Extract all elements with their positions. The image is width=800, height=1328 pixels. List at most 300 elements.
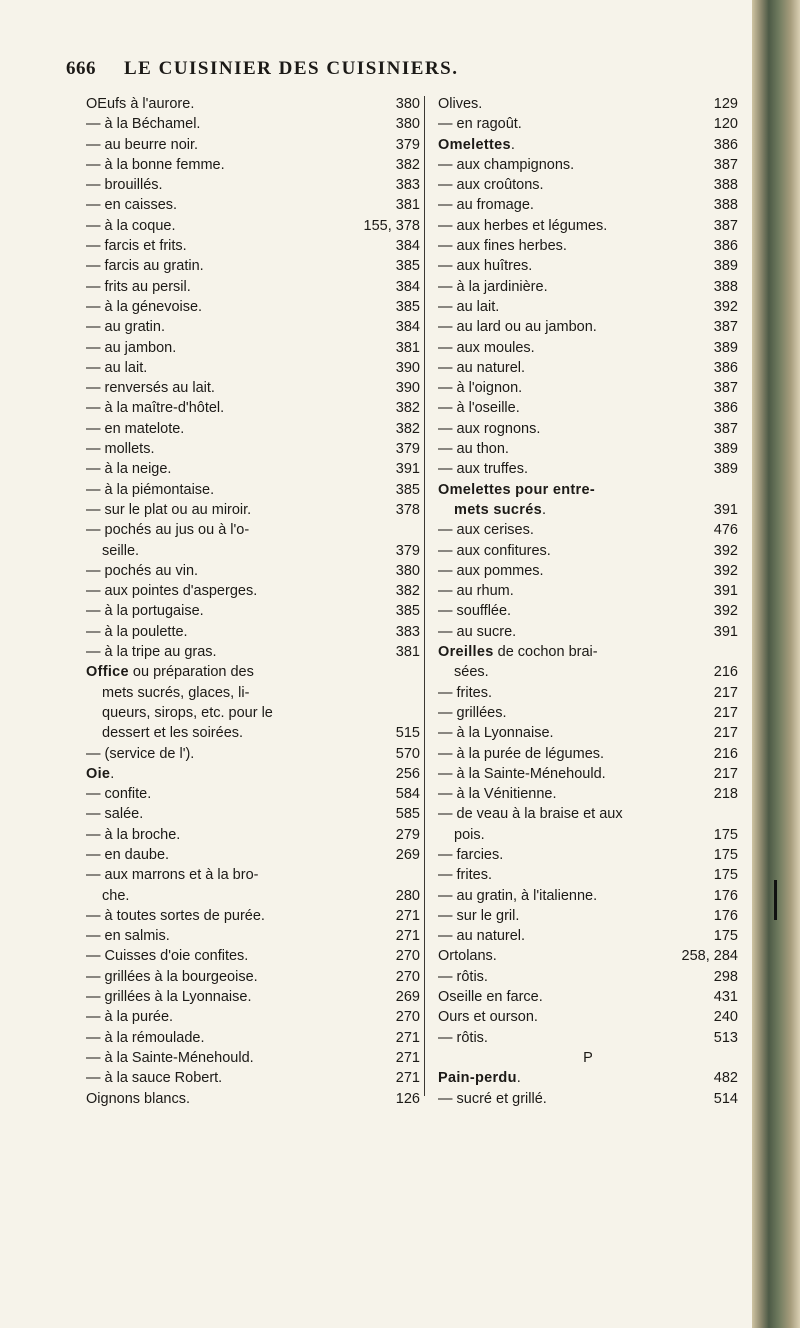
entry-text: — en daube.: [86, 846, 170, 863]
entry-page-number: 280: [395, 887, 420, 904]
entry-page-number: 175: [713, 928, 738, 945]
index-entry: [438, 480, 738, 500]
entry-heading: Pain-perdu: [438, 1070, 517, 1087]
entry-text: — sur le gril.: [438, 907, 520, 924]
index-entry: [438, 459, 738, 479]
index-entry: [86, 926, 420, 946]
index-entry: [438, 277, 738, 297]
entry-text: — au naturel.: [438, 359, 526, 376]
index-entry: [438, 622, 738, 642]
entry-page-number: 390: [395, 359, 420, 376]
index-entry: [86, 439, 420, 459]
entry-heading: mets sucrés: [454, 501, 542, 518]
entry-page-number: 380: [395, 562, 420, 579]
page-header: [66, 58, 626, 84]
entry-page-number: 513: [713, 1029, 738, 1046]
index-entry: [438, 520, 738, 540]
entry-text: — en salmis.: [86, 928, 170, 945]
index-entry: [438, 114, 738, 134]
index-entry: [438, 175, 738, 195]
index-column-right: [438, 94, 738, 1109]
entry-text: — salée.: [86, 806, 144, 823]
entry-text: — aux pointes d'asperges.: [86, 583, 258, 600]
entry-page-number: 216: [713, 664, 738, 681]
entry-page-number: 217: [713, 765, 738, 782]
entry-page-number: 256: [395, 765, 420, 782]
index-entry: [86, 459, 420, 479]
entry-page-number: 271: [395, 928, 420, 945]
entry-rest: .: [110, 765, 115, 782]
entry-text: Oignons blancs.: [86, 1090, 190, 1107]
entry-text: — au gratin, à l'italienne.: [438, 887, 598, 904]
index-entry: [86, 744, 420, 764]
entry-text: — au fromage.: [438, 197, 534, 214]
column-divider: [424, 96, 425, 1096]
entry-text: [438, 500, 738, 520]
entry-page-number: 384: [395, 319, 420, 336]
index-entry: [86, 398, 420, 418]
entry-text: — aux moules.: [438, 339, 535, 356]
entry-text: — au rhum.: [438, 583, 514, 600]
entry-text: — à la piémontaise.: [86, 481, 215, 498]
entry-page-number: 385: [395, 258, 420, 275]
index-entry: [438, 967, 738, 987]
entry-page-number: 385: [395, 603, 420, 620]
entry-page-number: 387: [713, 319, 738, 336]
index-entry: [438, 784, 738, 804]
entry-page-number: 383: [395, 177, 420, 194]
entry-rest: .: [510, 136, 515, 153]
index-entry: [86, 906, 420, 926]
entry-text: — sur le plat ou au miroir.: [86, 501, 252, 518]
index-entry: [438, 581, 738, 601]
index-entry: [86, 703, 420, 723]
running-title: LE CUISINIER DES CUISINIERS.: [124, 58, 459, 79]
entry-text: — aux confitures.: [438, 542, 551, 559]
index-entry: [438, 845, 738, 865]
entry-text: — à l'oignon.: [438, 380, 523, 397]
index-entry: [438, 601, 738, 621]
entry-text: — pochés au vin.: [86, 562, 199, 579]
entry-page-number: 386: [713, 238, 738, 255]
entry-text: — au lard ou au jambon.: [438, 319, 597, 336]
index-entry: [438, 662, 738, 682]
index-entry: [86, 195, 420, 215]
page-edge-shadow: [752, 0, 800, 1328]
entry-page-number: 120: [713, 116, 738, 133]
entry-page-number: 385: [395, 481, 420, 498]
index-entry: [438, 500, 738, 520]
entry-text: — au gratin.: [86, 319, 165, 336]
entry-text: — au sucre.: [438, 623, 517, 640]
entry-page-number: 381: [395, 644, 420, 661]
entry-page-number: 270: [395, 948, 420, 965]
index-entry: [86, 1028, 420, 1048]
index-entry: [86, 378, 420, 398]
index-entry: [86, 297, 420, 317]
entry-page-number: 271: [395, 1029, 420, 1046]
index-entry: [438, 419, 738, 439]
entry-heading: Oreilles: [438, 644, 494, 661]
index-entry: [86, 601, 420, 621]
entry-text: — à la purée de légumes.: [438, 745, 605, 762]
entry-text: dessert et les soirées.: [102, 725, 244, 742]
index-entry: [86, 216, 420, 236]
index-entry: [86, 886, 420, 906]
entry-text: — à la coque.: [86, 217, 176, 234]
entry-text: — renversés au lait.: [86, 380, 215, 397]
entry-text: — en ragoût.: [438, 116, 522, 133]
entry-text: — aux huîtres.: [438, 258, 533, 275]
entry-page-number: 217: [713, 704, 738, 721]
entry-text: — à la purée.: [86, 1009, 174, 1026]
entry-text: — à la tripe au gras.: [86, 644, 217, 661]
index-entry: [438, 1089, 738, 1109]
index-entry: [438, 946, 738, 966]
entry-text: P: [583, 1049, 593, 1066]
index-entry: [438, 1028, 738, 1048]
entry-page-number: 176: [713, 887, 738, 904]
entry-page-number: 390: [395, 380, 420, 397]
entry-text: OEufs à l'aurore.: [86, 96, 195, 112]
entry-text: — en matelote.: [86, 420, 185, 437]
entry-page-number: 155, 378: [363, 217, 420, 234]
index-entry: [438, 195, 738, 215]
entry-page-number: 175: [713, 846, 738, 863]
entry-page-number: 379: [395, 441, 420, 458]
index-entry: [86, 1068, 420, 1088]
entry-page-number: 570: [395, 745, 420, 762]
entry-page-number: 389: [713, 258, 738, 275]
entry-text: [86, 662, 420, 682]
entry-page-number: 387: [713, 217, 738, 234]
entry-text: — à l'oseille.: [438, 400, 520, 417]
index-entry: [438, 94, 738, 114]
entry-text: Oseille en farce.: [438, 989, 543, 1006]
entry-text: — à la Lyonnaise.: [438, 725, 554, 742]
index-entry: [86, 987, 420, 1007]
entry-text: che.: [102, 887, 130, 904]
entry-text: sées.: [454, 664, 489, 681]
index-entry: [86, 804, 420, 824]
entry-text: — grillées à la bourgeoise.: [86, 968, 258, 985]
index-entry: [86, 175, 420, 195]
entry-page-number: 389: [713, 461, 738, 478]
entry-text: — au naturel.: [438, 928, 526, 945]
entry-text: — à la Sainte-Ménehould.: [86, 1049, 254, 1066]
entry-page-number: 175: [713, 867, 738, 884]
entry-text: — à la maître-d'hôtel.: [86, 400, 225, 417]
entry-page-number: 271: [395, 1070, 420, 1087]
entry-page-number: 217: [713, 725, 738, 742]
entry-text: — de veau à la braise et aux: [438, 806, 623, 823]
index-entry: [438, 683, 738, 703]
entry-heading: Omelettes: [438, 136, 511, 153]
entry-page-number: 392: [713, 562, 738, 579]
index-entry: [438, 135, 738, 155]
entry-heading: Oie: [86, 765, 111, 782]
entry-text: — à la Vénitienne.: [438, 786, 557, 803]
index-entry: [438, 987, 738, 1007]
entry-page-number: 515: [395, 725, 420, 742]
entry-page-number: 270: [395, 1009, 420, 1026]
index-entry: [438, 926, 738, 946]
entry-page-number: 382: [395, 400, 420, 417]
entry-rest: .: [516, 1070, 521, 1087]
index-entry: [86, 155, 420, 175]
entry-text: — à la sauce Robert.: [86, 1070, 223, 1087]
entry-page-number: 392: [713, 298, 738, 315]
index-entry: [438, 1048, 738, 1068]
entry-text: seille.: [102, 542, 140, 559]
entry-text: mets sucrés, glaces, li-: [102, 684, 250, 701]
entry-text: Olives.: [438, 96, 483, 112]
entry-text: — à la poulette.: [86, 623, 188, 640]
entry-text: — grillées.: [438, 704, 507, 721]
entry-page-number: 391: [713, 623, 738, 640]
entry-page-number: 382: [395, 420, 420, 437]
entry-page-number: 380: [395, 116, 420, 133]
entry-text: — aux pommes.: [438, 562, 544, 579]
entry-page-number: 381: [395, 339, 420, 356]
index-entry: [86, 764, 420, 784]
entry-page-number: 129: [713, 96, 738, 112]
index-entry: [86, 845, 420, 865]
entry-page-number: 384: [395, 238, 420, 255]
index-entry: [438, 317, 738, 337]
index-entry: [86, 338, 420, 358]
entry-page-number: 584: [395, 786, 420, 803]
index-entry: [86, 94, 420, 114]
entry-page-number: 385: [395, 298, 420, 315]
entry-page-number: 384: [395, 278, 420, 295]
entry-page-number: 379: [395, 136, 420, 153]
index-entry: [438, 764, 738, 784]
entry-text: — frits au persil.: [86, 278, 191, 295]
index-entry: [438, 358, 738, 378]
page-number: 666: [66, 58, 96, 79]
entry-text: Ortolans.: [438, 948, 497, 965]
index-entry: [86, 622, 420, 642]
entry-text: — aux cerises.: [438, 522, 534, 539]
index-entry: [438, 236, 738, 256]
index-entry: [86, 419, 420, 439]
index-entry: [438, 439, 738, 459]
entry-page-number: 258, 284: [681, 948, 738, 965]
index-entry: [438, 1007, 738, 1027]
index-entry: [86, 1089, 420, 1109]
index-entry: [438, 703, 738, 723]
index-entry: [86, 1007, 420, 1027]
entry-page-number: 240: [713, 1009, 738, 1026]
index-entry: [438, 541, 738, 561]
entry-text: — au beurre noir.: [86, 136, 199, 153]
entry-text: — au lait.: [86, 359, 148, 376]
index-entry: [438, 297, 738, 317]
index-entry: [438, 155, 738, 175]
index-entry: [86, 277, 420, 297]
index-entry: [438, 886, 738, 906]
entry-page-number: 389: [713, 441, 738, 458]
entry-page-number: 379: [395, 542, 420, 559]
entry-page-number: 585: [395, 806, 420, 823]
entry-page-number: 391: [395, 461, 420, 478]
entry-page-number: 279: [395, 826, 420, 843]
entry-text: — aux herbes et légumes.: [438, 217, 608, 234]
entry-text: — à la rémoulade.: [86, 1029, 205, 1046]
entry-page-number: 476: [713, 522, 738, 539]
entry-page-number: 386: [713, 400, 738, 417]
index-entry: [86, 135, 420, 155]
entry-page-number: 391: [713, 583, 738, 600]
index-entry: [86, 358, 420, 378]
entry-text: — rôtis.: [438, 1029, 488, 1046]
entry-text: — brouillés.: [86, 177, 163, 194]
entry-text: — au thon.: [438, 441, 509, 458]
index-entry: [438, 744, 738, 764]
entry-text: pois.: [454, 826, 485, 843]
entry-text: [438, 135, 738, 155]
entry-text: [86, 764, 420, 784]
entry-page-number: 387: [713, 156, 738, 173]
index-entry: [438, 338, 738, 358]
entry-text: — pochés au jus ou à l'o-: [86, 522, 250, 539]
index-entry: [438, 216, 738, 236]
index-column-left: [86, 94, 420, 1109]
index-entry: [86, 480, 420, 500]
index-entry: [438, 398, 738, 418]
entry-page-number: 392: [713, 542, 738, 559]
index-entry: [438, 1068, 738, 1088]
entry-text: — rôtis.: [438, 968, 488, 985]
entry-page-number: 387: [713, 380, 738, 397]
index-entry: [86, 825, 420, 845]
entry-page-number: 383: [395, 623, 420, 640]
entry-page-number: 218: [713, 786, 738, 803]
entry-text: — (service de l').: [86, 745, 195, 762]
index-entry: [86, 662, 420, 682]
entry-text: — à la portugaise.: [86, 603, 204, 620]
entry-page-number: 392: [713, 603, 738, 620]
entry-text: — farcies.: [438, 846, 504, 863]
entry-page-number: 175: [713, 826, 738, 843]
entry-page-number: 388: [713, 177, 738, 194]
entry-text: queurs, sirops, etc. pour le: [102, 704, 273, 721]
entry-heading: Office: [86, 664, 129, 681]
index-entry: [438, 642, 738, 662]
entry-text: — au jambon.: [86, 339, 177, 356]
entry-text: [438, 1068, 738, 1088]
entry-rest: ou préparation des: [128, 664, 254, 681]
entry-page-number: 176: [713, 907, 738, 924]
index-entry: [438, 378, 738, 398]
entry-page-number: 269: [395, 989, 420, 1006]
entry-page-number: 378: [395, 501, 420, 518]
entry-text: — frites.: [438, 867, 492, 884]
entry-text: — Cuisses d'oie confites.: [86, 948, 249, 965]
entry-text: — sucré et grillé.: [438, 1090, 547, 1107]
entry-text: — en caisses.: [86, 197, 178, 214]
entry-page-number: 431: [713, 989, 738, 1006]
entry-text: — farcis et frits.: [86, 238, 187, 255]
entry-text: — aux truffes.: [438, 461, 528, 478]
entry-page-number: 382: [395, 583, 420, 600]
index-entry: [86, 683, 420, 703]
entry-text: — à la jardinière.: [438, 278, 548, 295]
edge-mark: [774, 880, 777, 920]
entry-page-number: 380: [395, 96, 420, 112]
entry-page-number: 514: [713, 1090, 738, 1107]
entry-page-number: 382: [395, 156, 420, 173]
index-entry: [86, 723, 420, 743]
index-entry: [86, 520, 420, 540]
index-entry: [86, 784, 420, 804]
index-entry: [86, 967, 420, 987]
entry-text: — à la Sainte-Ménehould.: [438, 765, 606, 782]
index-entry: [438, 256, 738, 276]
entry-text: — à la génevoise.: [86, 298, 203, 315]
entry-text: — mollets.: [86, 441, 155, 458]
entry-text: [438, 480, 738, 500]
index-entry: [86, 865, 420, 885]
index-entry: [86, 500, 420, 520]
index-entry: [438, 906, 738, 926]
entry-page-number: 270: [395, 968, 420, 985]
entry-page-number: 298: [713, 968, 738, 985]
entry-page-number: 386: [713, 136, 738, 153]
entry-page-number: 482: [713, 1070, 738, 1087]
entry-text: — à toutes sortes de purée.: [86, 907, 265, 924]
entry-text: — soufflée.: [438, 603, 512, 620]
entry-text: — à la bonne femme.: [86, 156, 225, 173]
entry-page-number: 271: [395, 907, 420, 924]
index-entry: [86, 317, 420, 337]
entry-text: — aux marrons et à la bro-: [86, 867, 259, 884]
index-entry: [438, 561, 738, 581]
entry-text: — frites.: [438, 684, 492, 701]
entry-text: — confite.: [86, 786, 152, 803]
entry-heading: Omelettes pour entre-: [438, 481, 595, 498]
entry-text: — à la Béchamel.: [86, 116, 201, 133]
index-entry: [438, 723, 738, 743]
index-entry: [438, 825, 738, 845]
entry-page-number: 391: [713, 501, 738, 518]
entry-text: — aux champignons.: [438, 156, 575, 173]
entry-page-number: 216: [713, 745, 738, 762]
index-entry: [86, 236, 420, 256]
index-entry: [438, 804, 738, 824]
entry-rest: .: [541, 501, 546, 518]
index-entry: [86, 1048, 420, 1068]
index-entry: [86, 114, 420, 134]
entry-text: Ours et ourson.: [438, 1009, 538, 1026]
entry-text: — aux fines herbes.: [438, 238, 567, 255]
index-entry: [86, 642, 420, 662]
index-entry: [86, 561, 420, 581]
entry-page-number: 388: [713, 197, 738, 214]
entry-text: — à la broche.: [86, 826, 181, 843]
entry-page-number: 217: [713, 684, 738, 701]
entry-page-number: 389: [713, 339, 738, 356]
entry-text: — à la neige.: [86, 461, 172, 478]
entry-text: — grillées à la Lyonnaise.: [86, 989, 252, 1006]
entry-page-number: 271: [395, 1049, 420, 1066]
index-entry: [86, 541, 420, 561]
index-entry: [86, 946, 420, 966]
entry-page-number: 126: [395, 1090, 420, 1107]
entry-text: — farcis au gratin.: [86, 258, 204, 275]
entry-page-number: 269: [395, 846, 420, 863]
